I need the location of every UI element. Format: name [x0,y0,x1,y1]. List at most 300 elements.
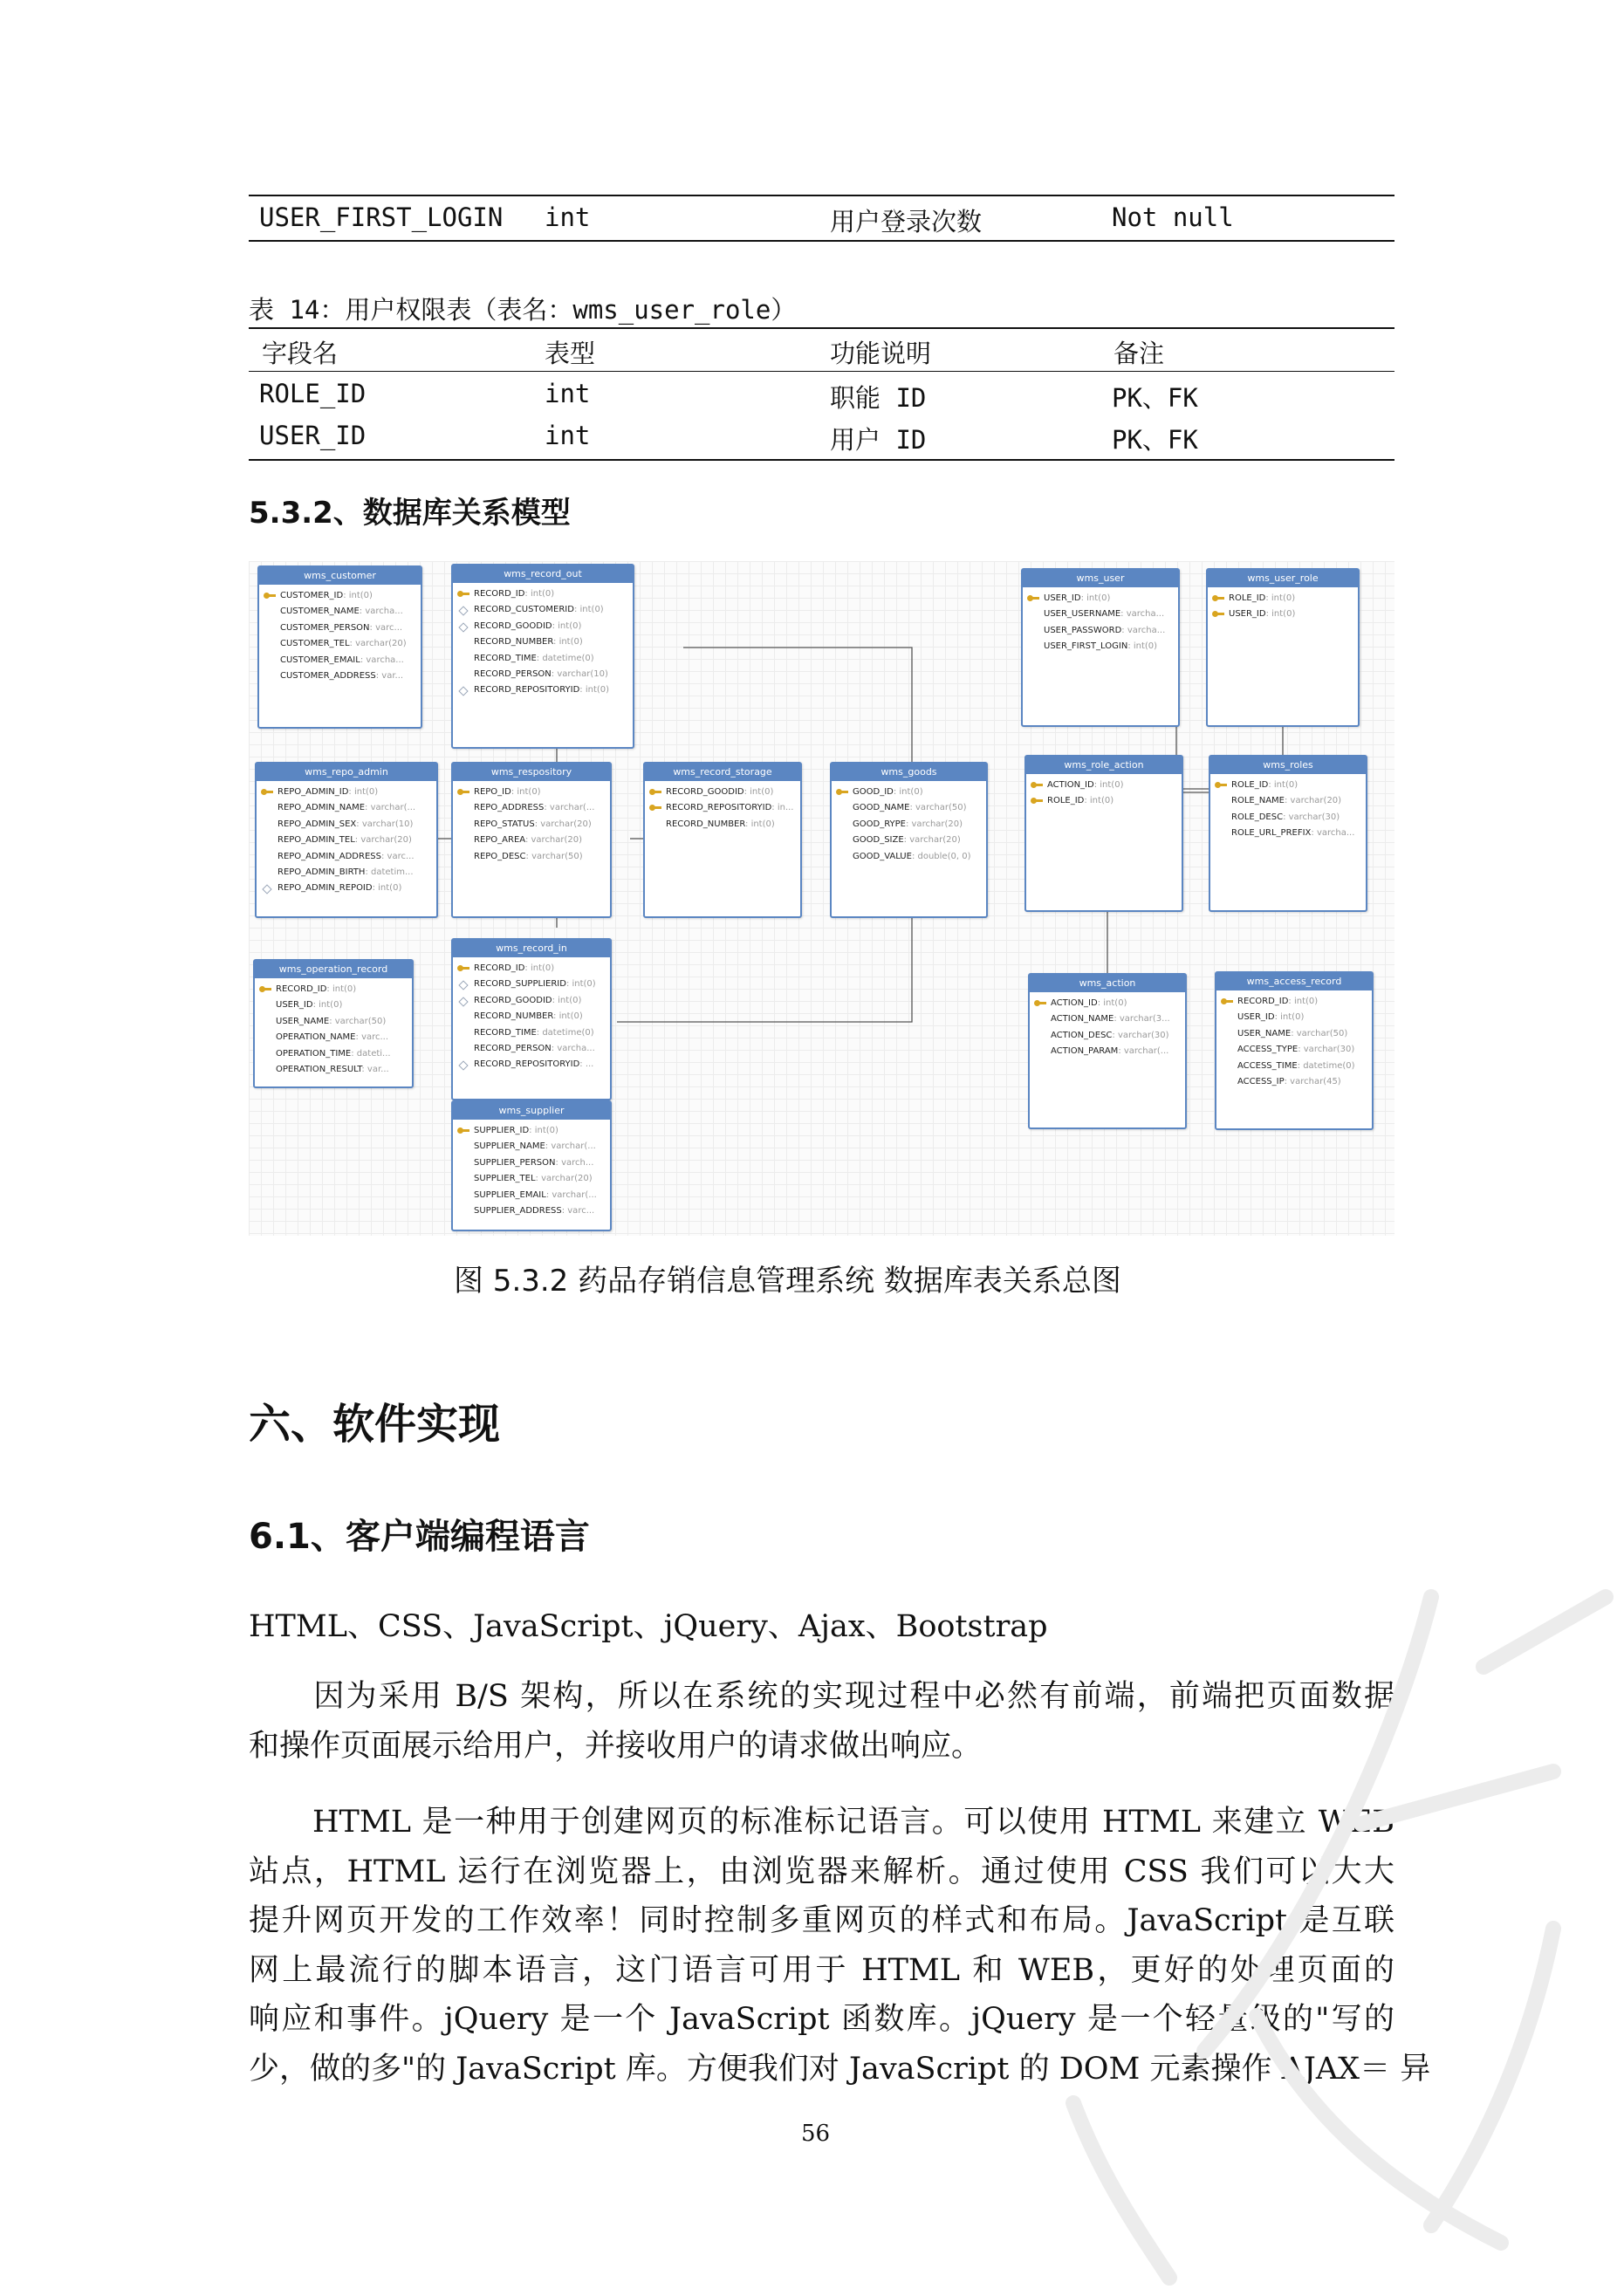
er-table-wms-role-action [1024,755,1183,912]
table14-rule-top [249,327,1394,329]
er-table-wms-operation-record [253,959,414,1088]
field-blank-icon [261,802,273,814]
field-blank-icon [259,1048,271,1060]
field-blank-icon [261,834,273,846]
er-field-type: : int(0) [893,787,923,797]
er-field [257,849,436,865]
table14-cell: ROLE_ID [259,379,367,408]
er-field-name: USER_ID [1237,1012,1275,1023]
er-field-name: RECORD_GOODID [666,787,744,797]
field-blank-icon [1221,1028,1233,1040]
er-field-type: : varchar(... [545,1189,597,1200]
er-field [832,849,986,865]
er-field-type: : varchar(30) [1283,812,1340,822]
field-blank-icon [457,1043,469,1055]
er-field-name: REPO_AREA [474,835,525,846]
er-field-name: GOOD_RYPE [853,819,906,829]
field-blank-icon [1027,625,1039,637]
er-field-type: : int(0) [552,620,582,631]
er-field [453,785,610,800]
er-field-type: : int(0) [745,819,775,829]
er-field-type: : int(0) [312,1000,343,1011]
er-field-name: ROLE_ID [1231,780,1269,790]
section-heading-61: 6.1、客户端编程语言 [249,1517,590,1557]
paragraph-line: 和操作页面展示给用户，并接收用户的请求做出响应。 [249,1728,983,1764]
figure-caption: 图 5.3.2 药品存销信息管理系统 数据库表关系总图 [454,1264,1121,1299]
field-blank-icon [457,802,469,814]
field-blank-icon [457,1205,469,1217]
paragraph-line: 网上最流行的脚本语言，这门语言可用于 HTML 和 WEB，更好的处理页面的 [249,1952,1394,1988]
index-diamond-icon [457,620,469,633]
key-icon [1034,997,1046,1010]
er-field-type: : varchar(20) [354,835,412,846]
field-blank-icon [457,819,469,831]
er-table-wms-repo-admin [255,762,438,918]
er-field-type: : varchar(30) [1298,1045,1355,1055]
field-blank-icon [1221,1076,1233,1088]
er-table-wms-user [1021,568,1180,727]
er-field [832,785,986,800]
er-field-name: RECORD_REPOSITORYID [666,803,772,813]
paragraph-line: 少，做的多"的 JavaScript 库。方便我们对 JavaScript 的 DOM 元素操作 AJAX＝ 异 [249,2051,1431,2087]
er-field-name: ACTION_PARAM [1051,1046,1119,1057]
er-field [453,667,633,682]
er-field-name: OPERATION_TIME [276,1048,352,1059]
key-icon [1221,996,1233,1008]
er-field-type: : int(0) [552,995,582,1005]
top-cell-note: Not null [1112,202,1234,232]
er-field-name: OPERATION_NAME [276,1032,356,1043]
field-blank-icon [1221,1011,1233,1024]
er-table-title: wms_operation_record [255,961,412,978]
er-field-type: : int(0) [1274,1012,1305,1023]
er-field [1023,623,1178,639]
field-blank-icon [836,851,848,863]
er-table-title: wms_record_out [453,565,633,583]
er-field-type: : ... [579,1059,594,1070]
er-field [453,602,633,618]
er-table-title: wms_goods [832,764,986,781]
er-field-name: ROLE_DESC [1231,812,1284,822]
field-blank-icon [1215,795,1227,807]
er-field [259,668,421,684]
er-field [453,800,610,816]
er-field-type: : varc... [380,851,415,861]
er-field-name: SUPPLIER_EMAIL [474,1189,546,1200]
er-table-wms-supplier [451,1100,612,1231]
field-blank-icon [457,1189,469,1202]
er-field [453,961,610,977]
table14-rule-header [249,371,1394,372]
er-field [645,800,800,816]
field-blank-icon [457,1173,469,1185]
er-field [453,1203,610,1219]
er-field-name: RECORD_ID [276,984,327,994]
er-field [1216,994,1372,1010]
field-blank-icon [836,834,848,846]
er-field-name: RECORD_NUMBER [474,1011,554,1022]
key-icon [1215,779,1227,792]
er-table-wms-respository [451,762,612,918]
er-table-wms-record-out [451,564,634,749]
field-blank-icon [457,1027,469,1039]
er-field-name: SUPPLIER_NAME [474,1141,545,1152]
er-field-name: CUSTOMER_EMAIL [280,655,360,665]
er-field-type: : int(0) [1127,641,1158,652]
er-field-type: : int(0) [372,883,402,894]
er-field-name: ACTION_DESC [1051,1030,1113,1040]
field-blank-icon [1215,812,1227,824]
er-field-type: : var... [375,670,404,681]
table14-cell: int [545,379,591,408]
er-field [832,800,986,816]
field-blank-icon [457,1141,469,1153]
table14-cell: 用户 ID [830,425,927,455]
field-blank-icon [1034,1013,1046,1025]
er-field-type: : int(0) [1093,780,1124,790]
er-field-type: : varchar(20) [534,819,592,829]
index-diamond-icon [457,604,469,616]
er-table-title: wms_role_action [1026,757,1182,774]
key-icon [259,984,271,996]
field-blank-icon [1215,827,1227,840]
er-field [453,1155,610,1171]
er-field-name: GOOD_NAME [853,803,910,813]
er-field [255,1030,412,1045]
er-field-type: : varcha... [1121,625,1166,635]
er-field-type: : int(0) [348,787,379,797]
er-field [1030,1011,1185,1027]
er-field [453,1009,610,1025]
er-field [259,636,421,652]
key-icon [457,588,469,600]
er-field-type: : varcha... [359,607,403,617]
er-table-title: wms_record_in [453,940,610,957]
er-field [453,619,633,634]
table14-cell: 职能 ID [830,383,927,413]
er-field-name: SUPPLIER_TEL [474,1174,536,1184]
er-field [1210,810,1366,826]
er-field-name: REPO_ADMIN_NAME [278,803,366,813]
er-field-name: RECORD_ID [474,589,525,599]
er-field [1210,778,1366,793]
er-field-name: RECORD_ID [1237,997,1289,1006]
er-field-type: : varchar(50) [909,803,967,813]
er-field [1030,996,1185,1011]
er-field [453,1057,610,1073]
er-table-wms-access-record [1215,971,1374,1130]
er-field-name: USER_ID [1044,593,1081,603]
er-field-type: : double(0, 0) [911,851,971,861]
er-field-type: : in... [771,803,794,813]
er-field [453,833,610,848]
table14-header-field: 字段名 [262,339,339,368]
table14-header-desc: 功能说明 [830,339,932,368]
index-diamond-icon [261,882,273,894]
er-field [255,997,412,1013]
er-field-name: USER_PASSWORD [1044,625,1122,635]
er-field-type: : varchar(20) [1284,796,1342,806]
er-field [259,588,421,604]
field-blank-icon [259,999,271,1011]
er-field-type: : varc... [561,1205,595,1216]
er-field-type: : int(0) [1268,780,1299,790]
field-blank-icon [264,670,276,682]
field-blank-icon [1221,1044,1233,1056]
table14-cell: USER_ID [259,421,367,450]
er-field-type: : varchar(... [365,803,416,813]
er-field-type: : int(0) [524,963,555,973]
er-field [453,993,610,1009]
paragraph-line: 响应和事件。jQuery 是一个 JavaScript 函数库。jQuery 是一个轻量级的"写的 [249,2002,1394,2037]
er-field [255,1046,412,1062]
er-field-type: : varchar(20) [535,1174,593,1184]
er-field [257,817,436,833]
er-field-name: SUPPLIER_PERSON [474,1157,556,1168]
er-field-name: CUSTOMER_ADDRESS [280,670,376,681]
er-field-type: : datetim... [365,867,414,877]
er-field [1023,607,1178,622]
field-blank-icon [1034,1045,1046,1058]
er-field-type: : varchar(... [545,1141,596,1152]
er-field-name: ACTION_ID [1051,998,1098,1008]
er-table-title: wms_customer [259,567,421,585]
field-blank-icon [259,1031,271,1044]
er-field [453,817,610,833]
er-table-title: wms_supplier [453,1102,610,1120]
er-field-name: CUSTOMER_PERSON [280,622,370,633]
index-diamond-icon [457,684,469,696]
er-field-type: : int(0) [1080,593,1111,603]
er-field [1216,1074,1372,1090]
er-field-type: : varchar(... [544,803,595,813]
section-heading-532: 5.3.2、数据库关系模型 [249,496,571,531]
field-blank-icon [457,834,469,846]
er-field-type: : int(0) [343,591,373,600]
er-field [1030,1028,1185,1044]
er-field-type: : varch... [555,1157,594,1168]
paragraph-line: 站点，HTML 运行在浏览器上，由浏览器来解析。通过使用 CSS 我们可以大大 [249,1854,1394,1889]
er-field-name: REPO_STATUS [474,819,535,829]
er-field-name: USER_NAME [276,1016,330,1026]
table14-header-type: 表型 [545,339,596,368]
table14-cell: PK、FK [1112,425,1198,455]
er-field-name: GOOD_SIZE [853,835,904,846]
er-field-name: RECORD_PERSON [474,668,552,679]
er-field [257,865,436,881]
er-field [453,586,633,602]
index-diamond-icon [457,995,469,1007]
key-icon [836,786,848,798]
er-field [1210,793,1366,809]
er-field-type: : int(0) [1084,796,1114,806]
er-field [1026,778,1182,793]
er-field-type: : varchar(30) [1112,1030,1169,1040]
er-field-name: RECORD_NUMBER [474,637,554,648]
field-blank-icon [1221,1060,1233,1073]
er-field-type: : int(0) [1265,593,1296,603]
er-field-name: REPO_ADMIN_REPOID [278,883,373,894]
field-blank-icon [264,638,276,650]
er-field [453,849,610,865]
er-field-type: : int(0) [529,1126,558,1135]
er-field [255,1014,412,1030]
er-field-name: RECORD_TIME [474,1027,537,1038]
er-field-type: : varcha... [360,655,404,665]
er-field-type: : int(0) [553,637,583,648]
er-table-title: wms_record_storage [645,764,800,781]
er-field-name: REPO_ID [474,787,511,797]
er-field-type: : varchar(50) [1291,1028,1348,1038]
table14-caption: 表 14：用户权限表（表名：wms_user_role） [249,295,797,325]
er-field-type: : varchar(20) [903,835,961,846]
er-field-type: : varchar(45) [1284,1076,1341,1086]
field-blank-icon [457,668,469,681]
er-field-name: CUSTOMER_TEL [280,639,350,649]
field-blank-icon [1027,641,1039,653]
er-field [453,1139,610,1155]
paragraph-line: 提升网页开发的工作效率！同时控制多重网页的样式和布局。JavaScript 是互联 [249,1903,1394,1938]
key-icon [649,802,661,814]
er-field-type: : int(0) [553,1011,583,1022]
table14-cell: int [545,421,591,450]
paragraph-line: 因为采用 B/S 架构，所以在系统的实现过程中必然有前端，前端把页面数据 [249,1679,1394,1714]
er-table-title: wms_roles [1210,757,1366,774]
field-blank-icon [649,819,661,831]
er-field-type: : int(0) [1265,609,1296,620]
er-field [453,682,633,698]
er-field-type: : varc... [369,622,403,633]
er-field-name: RECORD_REPOSITORYID [474,685,580,696]
er-field [255,1062,412,1078]
top-table-rule-bottom [249,240,1394,242]
field-blank-icon [264,655,276,667]
field-blank-icon [261,819,273,831]
er-field-name: ACTION_ID [1047,780,1094,790]
er-table-title: wms_access_record [1216,973,1372,990]
er-field-name: ACCESS_IP [1237,1076,1285,1086]
er-field [832,817,986,833]
er-field-name: REPO_ADMIN_BIRTH [278,867,366,877]
er-field-type: : dateti... [351,1048,391,1059]
er-field-type: : varchar(20) [905,819,963,829]
er-diagram [249,561,1394,1236]
er-field [1208,591,1358,607]
er-field [257,833,436,848]
er-field [1216,1042,1372,1058]
er-field-type: : int(0) [326,984,357,994]
er-field-name: RECORD_GOODID [474,620,552,631]
er-field [1023,591,1178,607]
er-table-wms-customer [257,565,422,729]
er-field-name: REPO_ADMIN_ADDRESS [278,851,381,861]
er-field [1208,607,1358,622]
top-cell-desc: 用户登录次数 [830,207,983,236]
field-blank-icon [264,622,276,634]
er-field-name: USER_FIRST_LOGIN [1044,641,1128,652]
index-diamond-icon [457,978,469,990]
er-field [453,651,633,667]
index-diamond-icon [457,1059,469,1071]
top-cell-field: USER_FIRST_LOGIN [259,202,504,232]
er-table-title: wms_user [1023,570,1178,587]
er-field-type: : int(0) [565,979,596,990]
er-table-title: wms_action [1030,975,1185,992]
er-field [1030,1044,1185,1059]
er-table-wms-roles [1209,755,1367,912]
er-field-type: : int(0) [743,787,774,797]
er-field-type: : int(0) [1097,998,1127,1008]
er-field-name: USER_USERNAME [1044,609,1121,620]
er-field [453,634,633,650]
er-field [453,977,610,992]
er-field [453,1188,610,1203]
field-blank-icon [259,1016,271,1028]
field-blank-icon [836,802,848,814]
key-icon [261,786,273,798]
field-blank-icon [261,867,273,879]
er-field [453,1171,610,1187]
er-field [1023,639,1178,655]
er-field-type: : varchar(20) [349,639,407,649]
er-field-type: : datetime(0) [1297,1060,1355,1071]
er-field-name: GOOD_ID [853,787,894,797]
er-field [453,1123,610,1139]
er-field-name: OPERATION_RESULT [276,1064,362,1074]
er-field-name: CUSTOMER_NAME [280,607,360,617]
er-table-wms-record-in [451,938,612,1100]
er-field [259,653,421,668]
er-field [832,833,986,848]
er-field-type: : varchar(50) [525,851,583,861]
er-table-wms-goods [830,762,988,918]
field-blank-icon [1034,1030,1046,1042]
top-cell-type: int [545,202,591,232]
key-icon [457,786,469,798]
er-field [645,817,800,833]
er-field-name: REPO_DESC [474,851,526,861]
er-field [1216,1010,1372,1025]
er-field-name: RECORD_GOODID [474,995,552,1005]
er-field-name: RECORD_NUMBER [666,819,746,829]
er-field [259,620,421,636]
top-table-rule-top [249,195,1394,196]
er-field [257,881,436,896]
er-field-name: RECORD_CUSTOMERID [474,605,574,615]
field-blank-icon [259,1064,271,1076]
paragraph-line: HTML 是一种用于创建网页的标准标记语言。可以使用 HTML 来建立 WEB [249,1805,1394,1840]
er-field-name: CUSTOMER_ID [280,591,344,600]
er-field-name: SUPPLIER_ADDRESS [474,1205,562,1216]
er-field [645,785,800,800]
watermark-graphic [942,1562,1623,2295]
er-field-name: ROLE_URL_PREFIX [1231,828,1312,839]
er-field-type: : varcha... [1311,828,1355,839]
page-number: 56 [801,2121,831,2147]
field-blank-icon [457,1157,469,1169]
er-field-type: : varchar(3... [1114,1014,1170,1025]
er-field-name: REPO_ADMIN_SEX [278,819,357,829]
er-field-type: : varchar(... [1118,1046,1169,1057]
er-field-name: SUPPLIER_ID [474,1126,530,1135]
chapter-heading-6: 六、软件实现 [249,1400,501,1449]
key-icon [649,786,661,798]
field-blank-icon [457,653,469,665]
field-blank-icon [457,636,469,648]
table14-header-note: 备注 [1114,339,1165,368]
key-icon [1031,779,1043,792]
er-field-name: RECORD_REPOSITORYID [474,1059,580,1070]
